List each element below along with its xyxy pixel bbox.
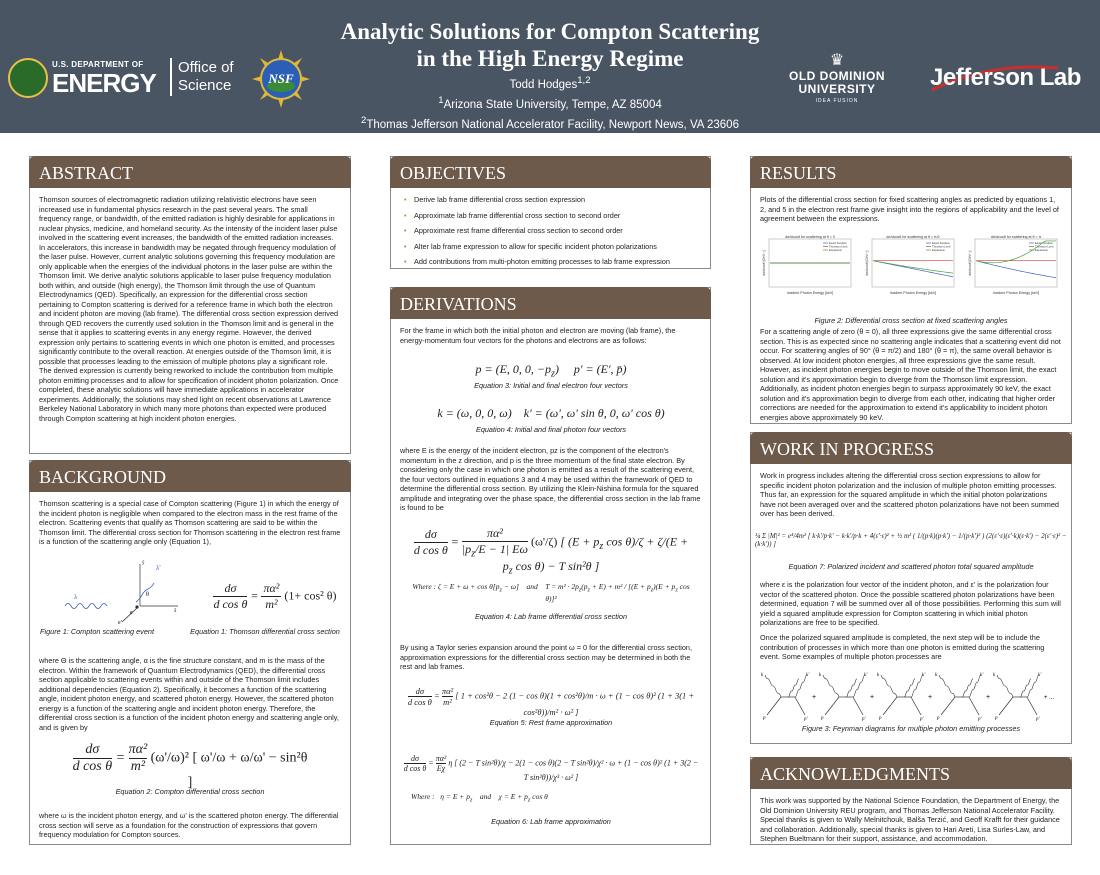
photon-line bbox=[1027, 675, 1039, 697]
equation-2-caption-text: Compton differential cross section bbox=[152, 787, 265, 796]
photon-line bbox=[853, 675, 865, 697]
photon-line bbox=[788, 679, 799, 697]
affiliation-1-text: Arizona State University, Tempe, AZ 85004 bbox=[443, 98, 662, 111]
momentum-label: p' bbox=[1036, 717, 1040, 721]
figure-3-caption bbox=[771, 724, 1051, 733]
photon-line bbox=[823, 675, 839, 697]
electron-line bbox=[767, 697, 781, 715]
equation-1-caption-text: Thomson differential cross section bbox=[227, 627, 340, 636]
equation-3-caption bbox=[431, 381, 671, 390]
doe-seal-icon bbox=[8, 58, 48, 98]
wip-heading: WORK IN PROGRESS bbox=[750, 432, 1072, 464]
doe-separator bbox=[170, 58, 172, 96]
equation-7-caption bbox=[771, 562, 1051, 571]
photon-line bbox=[969, 675, 981, 697]
results-text-2: For a scattering angle of zero (θ = 0), all three expressions give the same differential cross section. This is as expected since no scattering angle indicates that a scattering event did not occur. For scattering angles of 90° (θ = π/2) and 180° (θ = π), the same overall behavior is observed. At low incident photon energies, all three expressions give the same result. However, as incident photon energies begin to move outside of the Thomson limit, the exact solution and it's approximation begin to diverge from the Thomson limit expression. Additionally, as incident photon energies begin to surpass approximately 90 keV, the exact solution and it's approximation begin to diverge from each other, indicating that higher order corrections are needed for the approximation to extend it's applicability to incident photon energies above approximately 90 keV. bbox=[760, 327, 1061, 422]
equation-7-caption-text: Polarized incident and scattered photon total squared amplitude bbox=[825, 562, 1034, 571]
equation-4b-caption-text: Lab frame differential cross section bbox=[511, 612, 628, 621]
plot-ylabel: dσ/dcosθ [GeV⁻²] bbox=[968, 250, 972, 276]
momentum-label: p bbox=[937, 716, 940, 721]
background-heading: BACKGROUND bbox=[29, 460, 351, 492]
photon-line bbox=[846, 679, 857, 697]
ack-panel bbox=[750, 757, 1072, 845]
legend-entry: Thomson Limit bbox=[829, 244, 848, 249]
plus-sign: + bbox=[928, 694, 933, 701]
figure-2-caption bbox=[771, 316, 1051, 325]
equation-5: $\frac{d\sigma}{\text{d cos θ}}$ = $\frac{\text{πα²}}{\text{m²}}$ [ 1 + cos²θ − 2 (1 − cos θ)(1 + cos²θ)/m · ω + (1 − cos θ)² (1 + 3(1 + cos²θ))/m² · ω² ] bbox=[407, 686, 695, 717]
author-line bbox=[300, 73, 800, 93]
crown-icon: ♛ bbox=[829, 52, 845, 69]
results-panel bbox=[750, 156, 1072, 424]
equation-2-caption bbox=[90, 787, 290, 796]
wip-panel bbox=[750, 432, 1072, 744]
momentum-label: p bbox=[995, 716, 998, 721]
equation-5-caption-text: Rest frame approximation bbox=[526, 718, 613, 727]
derivations-heading: DERIVATIONS bbox=[390, 287, 711, 319]
electron-line bbox=[911, 697, 921, 715]
legend-entry: Expansion bbox=[829, 248, 843, 253]
electron-line bbox=[883, 697, 897, 715]
photon-line bbox=[765, 675, 781, 697]
equation-2-label: Equation 2: bbox=[115, 787, 153, 796]
doe-office-text bbox=[178, 59, 234, 95]
objective-item: • Add contributions from multi-photon emitting processes to lab frame expression bbox=[414, 257, 701, 267]
background-panel bbox=[29, 460, 351, 845]
equation-1: $\frac{d\sigma}{\text{d cos θ}}$ = $\frac{\text{πα²}}{\text{m²}}$ (1+ cos² θ) bbox=[213, 581, 337, 611]
poster-header bbox=[0, 0, 1100, 133]
momentum-label: p' bbox=[862, 717, 866, 721]
momentum-label: p' bbox=[804, 717, 808, 721]
photon-line bbox=[881, 675, 897, 697]
results-text-1: Plots of the differential cross section for fixed scattering angles as predicted by equations 1, 2, and 5 in the electron rest frame give insight into the regions of applicability and the level of agreement between the expressions. bbox=[760, 195, 1059, 223]
legend-entry: Thomson Limit bbox=[932, 244, 951, 249]
equation-7-label: Equation 7: bbox=[788, 562, 826, 571]
author-name: Todd Hodges bbox=[509, 78, 578, 91]
equation-1-caption bbox=[180, 627, 350, 636]
equation-5-label: Equation 5: bbox=[489, 718, 527, 727]
svg-text:θ: θ bbox=[146, 592, 149, 598]
affiliation-1: $^1$Arizona State University, Tempe, AZ 85004 bbox=[438, 94, 662, 111]
background-text-2: where Θ is the scattering angle, α is the fine structure constant, and m is the mass of the electron. Within the framework of Quantum Electrodynamics (QED), the differential cross section applicable to scattering events within and outside of the Thomson limit includes additional dependencies (Equation 2). Specifically, it becomes a function of the scattering angle, incident photon energy, and scattered photon energy. However, the scattered photon energy is a function of the scattering angle and incident photon energy. Therefore, the differential cross section is a function of the incident photon energy and scattering angle only, and is given by bbox=[39, 656, 339, 732]
momentum-label: p bbox=[763, 716, 766, 721]
momentum-label: k' bbox=[922, 673, 926, 678]
plus-sign: + bbox=[986, 694, 991, 701]
derivations-text-3: By using a Taylor series expansion around the point ω = 0 for the differential cross section, approximation expressions for the differential cross section may be determined in both the rest and lab frames. bbox=[400, 643, 692, 671]
objectives-heading: OBJECTIVES bbox=[390, 156, 711, 188]
momentum-label: p' bbox=[978, 717, 982, 721]
odu-tagline: IDEA FUSION bbox=[815, 98, 859, 104]
wip-text-3: Once the polarized squared amplitude is completed, the next step will be to include the contribution of processes in which more than one photon is emitted during the scattering event. Some examples of multiple photon processes are bbox=[760, 633, 1045, 661]
photon-line bbox=[1020, 679, 1031, 697]
photon-line bbox=[904, 679, 915, 697]
derivations-text-2: where E is the energy of the incident electron, pz is the component of the electron's momentum in the z direction, and p is the three momentum of the final state electron. By considering only the case in which one photon is emitted as a result of the scattering event, the four vectors outlined in equations 3 and 4 may be used within the framework of QED to determine the differential cross section. By utilizing the Klein-Nishina formula for the squared amplitude and integrating over the phase space, the differential cross section in the lab frame is found to be bbox=[400, 446, 701, 512]
objective-item: • Alter lab frame expression to allow for specific incident photon polarizations bbox=[414, 242, 701, 252]
momentum-label: k' bbox=[864, 673, 868, 678]
poster-title bbox=[300, 18, 800, 72]
svg-text:NSF: NSF bbox=[268, 71, 294, 86]
legend-entry: Thomson Limit bbox=[1035, 244, 1054, 249]
plot-xlabel: Incident Photon Energy [keV] bbox=[889, 291, 937, 295]
plot-title: dσ/dcosθ for scattering at θ = π bbox=[990, 235, 1042, 239]
abstract-panel bbox=[29, 156, 351, 454]
electron-line bbox=[795, 697, 805, 715]
objectives-list-wrap bbox=[400, 195, 701, 273]
equation-4b: $\frac{d\sigma}{\text{d cos θ}}$ = $\frac{\text{πα²}}{|p_z/E - 1| E\omega}$ (ω'/ζ) [ ($E + p_z$ $\cos \theta)/\zeta + \zeta/(E + p_z$ cos θ) − T sin²θ ] bbox=[413, 526, 689, 577]
equation-4a-caption-text: Initial and final photon four vectors bbox=[512, 425, 627, 434]
electron-line bbox=[999, 697, 1013, 715]
equation-6: $\frac{d\sigma}{\text{d cos θ}}$ = $\frac{\text{πα²}}{E\chi}$ η [ (2 − T sin²θ)/χ − 2(1 − cos θ)(2 − T sin²θ)/χ² · ω + (1 − cos θ)² (1 + 3(2 − T sin²θ))/χ³ · ω² ] bbox=[403, 754, 699, 782]
svg-text:e: e bbox=[130, 610, 133, 616]
equation-4a: k = (ω, 0, 0, ω) k' = (ω', ω' sin θ, 0, ω' cos θ) bbox=[437, 406, 665, 420]
legend-entry: Expansion bbox=[1035, 248, 1049, 253]
title-line-1: Analytic Solutions for Compton Scattering bbox=[340, 19, 760, 44]
plot-title: dσ/dcosθ for scattering at θ = 0 bbox=[785, 235, 835, 239]
equation-2: $\frac{d\sigma}{\text{d cos θ}}$ = $\frac{\text{πα²}}{\text{m²}}$ (ω'/ω)² [ ω'/ω + ω/ω' − sin²θ ] bbox=[72, 742, 308, 790]
electron-line bbox=[941, 697, 955, 715]
doe-office-line: Office of bbox=[178, 59, 234, 76]
electron-line bbox=[853, 697, 863, 715]
background-text-1: Thomson scattering is a special case of Compton scattering (Figure 1) in which the energy of the incident photon is negligible when compared to the electron mass in the rest frame of the electron. Scattering events that qualify as Thomson scattering are said to be within the Thomson limit. The differential cross section for Thomson scattering in the electron rest frame is a function of the scattering angle only (Equation 1), bbox=[39, 499, 341, 546]
momentum-label: p' bbox=[920, 717, 924, 721]
ack-heading: ACKNOWLEDGMENTS bbox=[750, 757, 1072, 789]
author-sup: 1,2 bbox=[577, 75, 591, 86]
figure-1-caption bbox=[32, 627, 162, 636]
abstract-heading: ABSTRACT bbox=[29, 156, 351, 188]
svg-text:ŷ: ŷ bbox=[142, 561, 145, 566]
equation-7: ¼ Σ |M|² = e⁴/4m² [ k·k'/p·k' − k·k'/p·k + 4(ε'·ε)² + ½ m² ( 1/(p·k)(p·k') − 1/(p·k')² ) (2(ε'·ε)(ε'·k)(ε·k') − 2(ε'·ε)² − (k·k')) ] bbox=[755, 532, 1067, 548]
objective-item: • Approximate lab frame differential cross section to second order bbox=[414, 211, 701, 221]
momentum-label: k bbox=[993, 673, 996, 678]
plus-sign: + bbox=[812, 694, 817, 701]
photon-line bbox=[939, 675, 955, 697]
figure-2-caption-text: Differential cross section at fixed scattering angles bbox=[843, 316, 1008, 325]
plot-xlabel: Incident Photon Energy [keV] bbox=[992, 291, 1040, 295]
legend-entry: Expansion bbox=[932, 248, 946, 253]
photon-line bbox=[997, 675, 1013, 697]
momentum-label: p bbox=[879, 716, 882, 721]
figure-1-caption-text: Compton scattering event bbox=[68, 627, 154, 636]
objectives-list bbox=[400, 195, 701, 267]
equation-3-label: Equation 3: bbox=[474, 381, 512, 390]
equation-6-label: Equation 6: bbox=[491, 817, 529, 826]
photon-line bbox=[911, 675, 923, 697]
photon-line bbox=[795, 675, 807, 697]
equation-5-caption bbox=[431, 718, 671, 727]
equation-4a-caption bbox=[431, 425, 671, 434]
equation-4a-label: Equation 4: bbox=[475, 425, 513, 434]
momentum-label: k' bbox=[980, 673, 984, 678]
svg-text:e': e' bbox=[118, 620, 122, 624]
equation-6-caption bbox=[431, 817, 671, 826]
equation-4b-where: Where : $\zeta = E + \omega + \cos \theta[p_z - \omega]$ and $T = m^2 \cdot 2p_z(p_z + E) + m^2 / [(E + p_z)(E + p_z$ cos θ)]² bbox=[412, 582, 690, 603]
doe-us-text: U.S. DEPARTMENT OF bbox=[52, 60, 144, 69]
odu-name-1: OLD DOMINION bbox=[789, 69, 885, 83]
plot-title: dσ/dcosθ for scattering at θ = π/2 bbox=[886, 235, 940, 239]
affiliation-2: $^2$Thomas Jefferson National Accelerator Facility, Newport News, VA 23606 bbox=[361, 114, 739, 131]
legend-entry: Exact Solution bbox=[829, 241, 847, 246]
momentum-label: k bbox=[761, 673, 764, 678]
background-text-3: where ω is the incident photon energy, and ω' is the scattered photon energy. The differential cross section will serve as a foundation for the construction of expressions that govern frequency modulation for Compton sources. bbox=[39, 811, 339, 839]
electron-line bbox=[1027, 697, 1037, 715]
equation-6-where: Where : $\eta = E + p_z$ and $\chi = E + p_z$ cos θ bbox=[411, 792, 548, 804]
doe-logo bbox=[8, 56, 248, 100]
plot-xlabel: Incident Photon Energy [keV] bbox=[786, 291, 834, 295]
abstract-text: Thomson sources of electromagnetic radiation utilizing relativistic electrons have seen increased use in fundamental physics research in the past several years. The small frequency range, or bandwidth, of the emitted radiation is highly desirable for applications in nuclear physics, medicine, and homeland security. As the intensity of the incident laser pulse involved in the scattering event increases, the bandwidth of the emitted radiation increases. In accelerators, this increase in bandwidth may be negated through frequency modulation of the laser pulse. However, current analytic solutions governing this frequency modulation are only applicable when the energies of the individual photons in the laser pulse are within the Thomson limit. We derive analytic solutions applicable to laser pulse frequency modulation both within, and outside (high energy), the Thomson limit through the use of Quantum Electrodynamics (QED). Specifically, an expression for the differential cross section pertaining to Compton scattering is derived for a reference frame in which both the electron and incident photon are moving (lab frame). The differential cross section expression derived through QED recovers the currently used solution in the Thomson limit and is general in the sense that it applies to scattering events in any energy regime. However, the derived expression only pertains to scattering events in which one photon is emitted, and processes significantly contribute to the overall reaction. At energies outside of the Thomson limit, it is possible that processes leading to the emission of multiple photons play a significant role. The derived expression is currently being reworked to include the contribution from multiple photon emitting processes and to allow for specification of incident photon polarization. Once completed, these analytic solutions will have immediate applications in accelerator experiments. Additionally, the solutions may shed light on recent observations at Lawrence Berkeley National Laboratory in which many more photons than expected were produced through Compton scattering at high incident photon energies. bbox=[39, 195, 339, 423]
affiliation-2-text: Thomas Jefferson National Accelerator Facility, Newport News, VA 23606 bbox=[366, 118, 739, 131]
electron-line bbox=[969, 697, 979, 715]
electron-line bbox=[825, 697, 839, 715]
author-block bbox=[300, 73, 800, 132]
wip-text-1: Work in progress includes altering the differential cross section expressions to allow for specific incident photon polarization and the inclusion of multiple photon emitting processes. Thus far, an expression for the squared amplitude in which the initial photon polarizations have not been averaged over and the scattered photon polarizations have not been summed over has been derived. bbox=[760, 471, 1059, 518]
ack-text: This work was supported by the National Science Foundation, the Department of Energy, the Old Dominion University REU program, and Thomas Jefferson National Accelerator Facility. Special thanks is given to Wally Melnitchouk, Balša Terzić, and Geoff Krafft for their guidance and collaboration. Additionally, special thanks is given to Hari Areti, Lisa Surles-Law, and Stephen Bueltmann for their support, assistance, and accommodation. bbox=[760, 796, 1060, 843]
svg-text:λ: λ bbox=[74, 593, 78, 601]
results-plots bbox=[757, 233, 1067, 313]
plus-sign: + bbox=[870, 694, 875, 701]
momentum-label: k bbox=[819, 673, 822, 678]
equation-4b-label: Equation 4: bbox=[474, 612, 512, 621]
momentum-label: k' bbox=[806, 673, 810, 678]
equation-6-caption-text: Lab frame approximation bbox=[528, 817, 611, 826]
equation-1-label: Equation 1: bbox=[190, 627, 228, 636]
wip-text-2: where ε is the polarization four vector of the incident photon, and ε' is the polarization four vector of the scattered photon. Once the possible scattered photon polarizations have been determined, equation 7 will be summed over all of those possibilities. Performing this sum will yield a squared amplitude expression for Compton scattering in which initial photon polarizations are free to be specified. bbox=[760, 580, 1061, 627]
compton-scattering-diagram bbox=[60, 556, 180, 624]
jlab-logo: Jefferson Lab bbox=[930, 64, 1081, 91]
equation-3: p = (E, 0, 0, $-p_z$) p' = (E', p̄) bbox=[475, 362, 627, 380]
doe-science-line: Science bbox=[178, 77, 232, 94]
momentum-label: p bbox=[821, 716, 824, 721]
figure-1-label: Figure 1: bbox=[40, 627, 69, 636]
objective-item: • Derive lab frame differential cross section expression bbox=[414, 195, 701, 205]
odu-logo bbox=[782, 50, 892, 104]
doe-energy-text: ENERGY bbox=[52, 68, 156, 98]
svg-text:λ': λ' bbox=[156, 564, 161, 572]
results-heading: RESULTS bbox=[750, 156, 1072, 188]
legend-entry: Exact Solution bbox=[1035, 241, 1053, 246]
figure-3-label: Figure 3: bbox=[801, 724, 831, 733]
momentum-label: k bbox=[877, 673, 880, 678]
plot-ylabel: dσ/dcosθ [GeV⁻²] bbox=[865, 250, 869, 276]
equation-3-caption-text: Initial and final electron four vectors bbox=[511, 381, 628, 390]
objectives-panel bbox=[390, 156, 711, 269]
derivations-text-1: For the frame in which both the initial photon and electron are moving (lab frame), the energy-momentum four vectors for the photons and electrons are as follows: bbox=[400, 326, 676, 345]
feynman-diagrams bbox=[759, 669, 1065, 721]
plot-ylabel: dσ/dcosθ [GeV⁻²] bbox=[762, 250, 766, 276]
derivations-panel bbox=[390, 287, 711, 845]
objective-item: • Approximate rest frame differential cross section to second order bbox=[414, 226, 701, 236]
momentum-label: k' bbox=[1038, 673, 1042, 678]
momentum-label: k bbox=[935, 673, 938, 678]
figure-2-label: Figure 2: bbox=[814, 316, 844, 325]
svg-text:x̂: x̂ bbox=[174, 609, 177, 614]
odu-name-2: UNIVERSITY bbox=[798, 82, 876, 96]
title-line-2: in the High Energy Regime bbox=[416, 46, 684, 71]
legend-entry: Exact Solution bbox=[932, 241, 950, 246]
figure-3-caption-text: Feynman diagrams for multiple photon emitting processes bbox=[830, 724, 1021, 733]
ellipsis-sign: + ... bbox=[1043, 695, 1055, 701]
equation-4b-caption bbox=[431, 612, 671, 621]
photon-line bbox=[962, 679, 973, 697]
